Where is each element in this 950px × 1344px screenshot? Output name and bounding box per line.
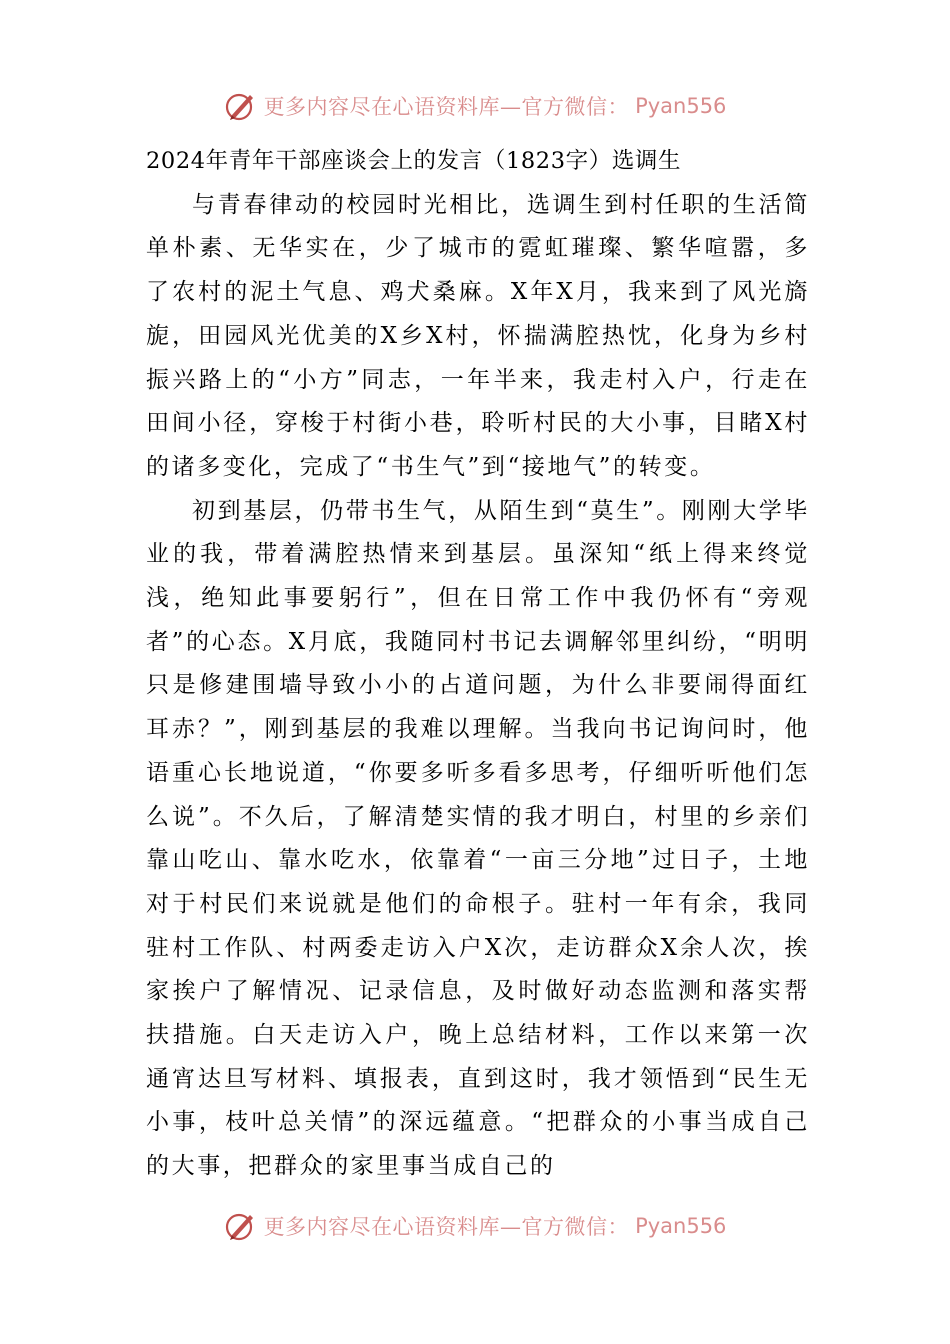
pen-circle-logo-icon	[224, 1209, 258, 1243]
paragraph-1: 与青春律动的校园时光相比，选调生到村任职的生活简单朴素、无华实在，少了城市的霓虹璀璨、繁华喧嚣，多了农村的泥土气息、鸡犬桑麻。X年X月，我来到了风光旖旎，田园风光优美的X乡X村，怀揣满腔热忱，化身为乡村振兴路上的“小方”同志，一年半来，我走村入户，行走在田间小径，穿梭于村街小巷，聆听村民的大小事，目睹X村的诸多变化，完成了“书生气”到“接地气”的转变。	[146, 191, 810, 480]
watermark-header	[0, 86, 950, 126]
watermark-text: 更多内容尽在心语资料库—官方微信：	[263, 1215, 630, 1239]
paragraph-2: 初到基层，仍带书生气，从陌生到“莫生”。刚刚大学毕业的我，带着满腔热情来到基层。虽深知“纸上得来终觉浅，绝知此事要躬行”，但在日常工作中我仍怀有“旁观者”的心态。X月底，我随同村书记去调解邻里纠纷，“明明只是修建围墙导致小小的占道问题，为什么非要闹得面红耳赤？”，刚到基层的我难以理解。当我向书记询问时，他语重心长地说道，“你要多听多看多思考，仔细听听他们怎么说”。不久后，了解清楚实情的我才明白，村里的乡亲们靠山吃山、靠水吃水，依靠着“一亩三分地”过日子，土地对于村民们来说就是他们的命根子。驻村一年有余，我同驻村工作队、村两委走访入户X次，走访群众X余人次，挨家挨户了解情况、记录信息，及时做好动态监测和落实帮扶措施。白天走访入户，晚上总结材料，工作以来第一次通宵达旦写材料、填报表，直到这时，我才领悟到“民生无小事，枝叶总关情”的深远蕴意。“把群众的小事当成自己的大事，把群众的家里事当成自己的	[146, 497, 810, 1180]
document-body	[146, 140, 810, 1189]
watermark-code: Pyan556	[635, 1214, 727, 1238]
pen-circle-logo-icon	[224, 89, 258, 123]
document-title: 2024年青年干部座谈会上的发言（1823字）选调生	[146, 148, 682, 174]
watermark-code: Pyan556	[635, 94, 727, 118]
watermark-text: 更多内容尽在心语资料库—官方微信：	[263, 95, 630, 119]
watermark-footer	[0, 1206, 950, 1246]
